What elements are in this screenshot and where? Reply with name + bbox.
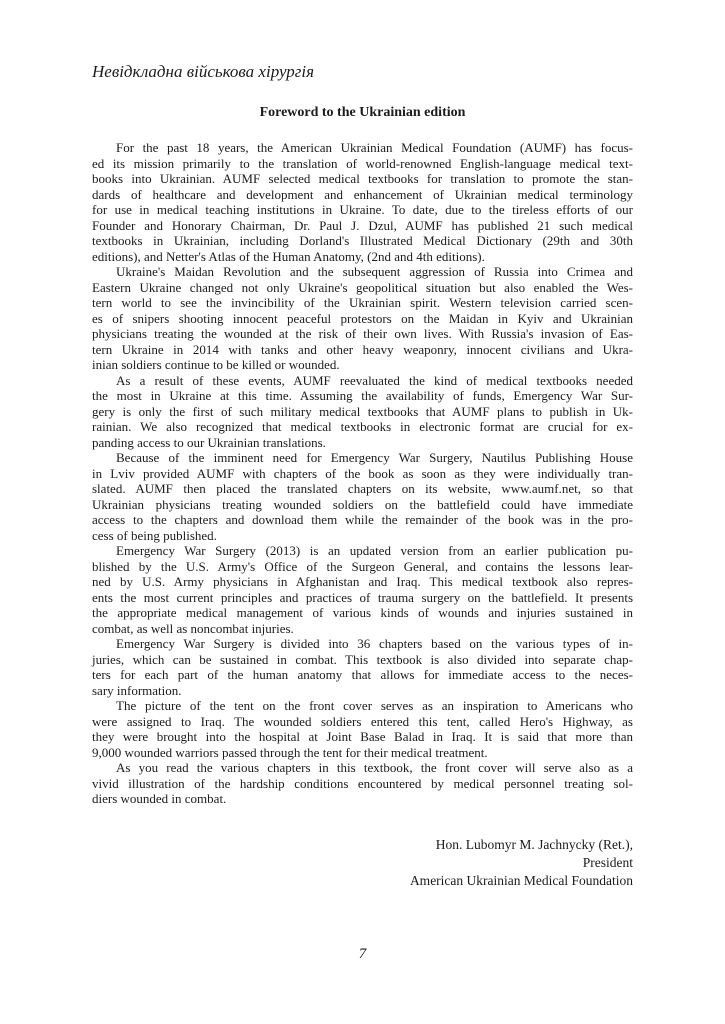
text-line: Emergency War Surgery is divided into 36 chapters based on the various types of in- bbox=[116, 636, 633, 651]
body-text bbox=[92, 140, 633, 807]
text-line: juries, which can be sustained in combat. This textbook is also divided into separate chap- bbox=[92, 651, 633, 667]
paragraph bbox=[92, 264, 633, 373]
text-line: Emergency War Surgery (2013) is an updated version from an earlier publication pu- bbox=[116, 543, 633, 558]
text-line: Ukraine's Maidan Revolution and the subsequent aggression of Russia into Crimea and bbox=[116, 264, 633, 279]
text-line: Founder and Honorary Chairman, Dr. Paul J. Dzul, AUMF has published 21 such medical bbox=[92, 217, 633, 233]
text-line: tern Ukraine in 2014 with tanks and other heavy weaponry, innocent civilians and Ukra- bbox=[92, 341, 633, 357]
paragraph bbox=[92, 373, 633, 451]
paragraph bbox=[92, 543, 633, 636]
text-line: dards of healthcare and development and enhancement of Ukrainian medical terminology bbox=[92, 186, 633, 202]
text-line: the appropriate medical management of various kinds of wounds and injuries sustained in bbox=[92, 605, 633, 620]
text-line: ed its mission primarily to the translation of world-renowned English-language medical text- bbox=[92, 155, 633, 171]
text-line: The picture of the tent on the front cover serves as an inspiration to Americans who bbox=[116, 698, 633, 713]
text-line: Because of the imminent need for Emergency War Surgery, Nautilus Publishing House bbox=[116, 450, 633, 465]
signature-name: Hon. Lubomyr M. Jachnycky (Ret.), bbox=[435, 836, 633, 852]
text-line: vivid illustration of the hardship conditions encountered by medical personnel treating sol- bbox=[92, 775, 633, 791]
paragraph bbox=[92, 760, 633, 807]
paragraph bbox=[92, 450, 633, 543]
text-line: panding access to our Ukrainian translations. bbox=[92, 434, 326, 450]
text-line: physicians treating the wounded at the risk of their own lives. With Russia's invasion of Eas- bbox=[92, 326, 633, 341]
paragraph bbox=[92, 636, 633, 698]
text-line: Eastern Ukraine changed not only Ukraine's geopolitical situation but also enabled the Wes- bbox=[92, 279, 633, 295]
text-line: blished by the U.S. Army's Office of the Surgeon General, and contains the lessons lear- bbox=[92, 558, 633, 574]
text-line: es of snipers shooting innocent peaceful protestors on the Maidan in Kyiv and Ukrainian bbox=[92, 310, 633, 326]
text-line: 9,000 wounded warriors passed through the tent for their medical treatment. bbox=[92, 744, 488, 760]
text-line: for use in medical teaching institutions in Ukraine. To date, due to the tireless efforts of our bbox=[92, 202, 633, 217]
paragraph bbox=[92, 140, 633, 264]
text-line: they were brought into the hospital at Joint Base Balad in Iraq. It is said that more than bbox=[92, 729, 633, 744]
text-line: ents the most current principles and practices of trauma surgery on the battlefield. It presents bbox=[92, 589, 633, 605]
page-number: 7 bbox=[358, 946, 367, 962]
paragraph bbox=[92, 698, 633, 760]
text-line: gery is only the first of such military medical textbooks that AUMF plans to publish in Uk- bbox=[92, 403, 633, 419]
text-line: ned by U.S. Army physicians in Afghanistan and Iraq. This medical textbook also repres- bbox=[92, 574, 633, 589]
text-line: cess of being published. bbox=[92, 527, 217, 543]
page-title: Foreword to the Ukrainian edition bbox=[259, 105, 466, 120]
text-line: As a result of these events, AUMF reevaluated the kind of medical textbooks needed bbox=[116, 372, 633, 388]
signature-organization: American Ukrainian Medical Foundation bbox=[409, 872, 633, 888]
running-header: Невідкладна військова хірургія bbox=[92, 62, 315, 81]
text-line: textbooks in Ukrainian, including Dorland's Illustrated Medical Dictionary (29th and 30th bbox=[92, 233, 633, 248]
text-line: For the past 18 years, the American Ukrainian Medical Foundation (AUMF) has focus- bbox=[116, 140, 633, 155]
text-line: ters for each part of the human anatomy that allows for immediate access to the neces- bbox=[92, 667, 633, 682]
text-line: in Lviv provided AUMF with chapters of the book as soon as they were individually tran- bbox=[92, 465, 633, 481]
text-line: tern world to see the invincibility of the Ukrainian spirit. Western television carried scen- bbox=[92, 295, 633, 310]
signature-block bbox=[92, 836, 633, 890]
text-line: access to the chapters and download them while the remainder of the book was in the pro- bbox=[92, 512, 633, 527]
text-line: books into Ukrainian. AUMF selected medical textbooks for translation to promote the stan- bbox=[92, 171, 633, 186]
text-line: slated. AUMF then placed the translated chapters on its website, www.aumf.net, so that bbox=[92, 481, 633, 496]
text-line: inian soldiers continue to be killed or wounded. bbox=[92, 357, 340, 372]
text-line: As you read the various chapters in this textbook, the front cover will serve also as a bbox=[116, 760, 633, 775]
text-line: rainian. We also recognized that medical textbooks in electronic format are crucial for ex- bbox=[92, 419, 633, 434]
page-content bbox=[92, 62, 633, 890]
text-line: the most in Ukraine at this time. Assuming the availability of funds, Emergency War Sur- bbox=[92, 388, 633, 403]
text-line: combat, as well as noncombat injuries. bbox=[92, 620, 294, 636]
signature-role: President bbox=[582, 854, 633, 870]
text-line: sary information. bbox=[92, 682, 182, 698]
text-line: editions), and Netter's Atlas of the Human Anatomy, (2nd and 4th editions). bbox=[92, 248, 485, 264]
text-line: diers wounded in combat. bbox=[92, 791, 227, 806]
text-line: Ukrainian physicians treating wounded soldiers on the battlefield could have immediate bbox=[92, 496, 633, 512]
text-line: were assigned to Iraq. The wounded soldiers entered this tent, called Hero's Highway, as bbox=[92, 713, 633, 729]
